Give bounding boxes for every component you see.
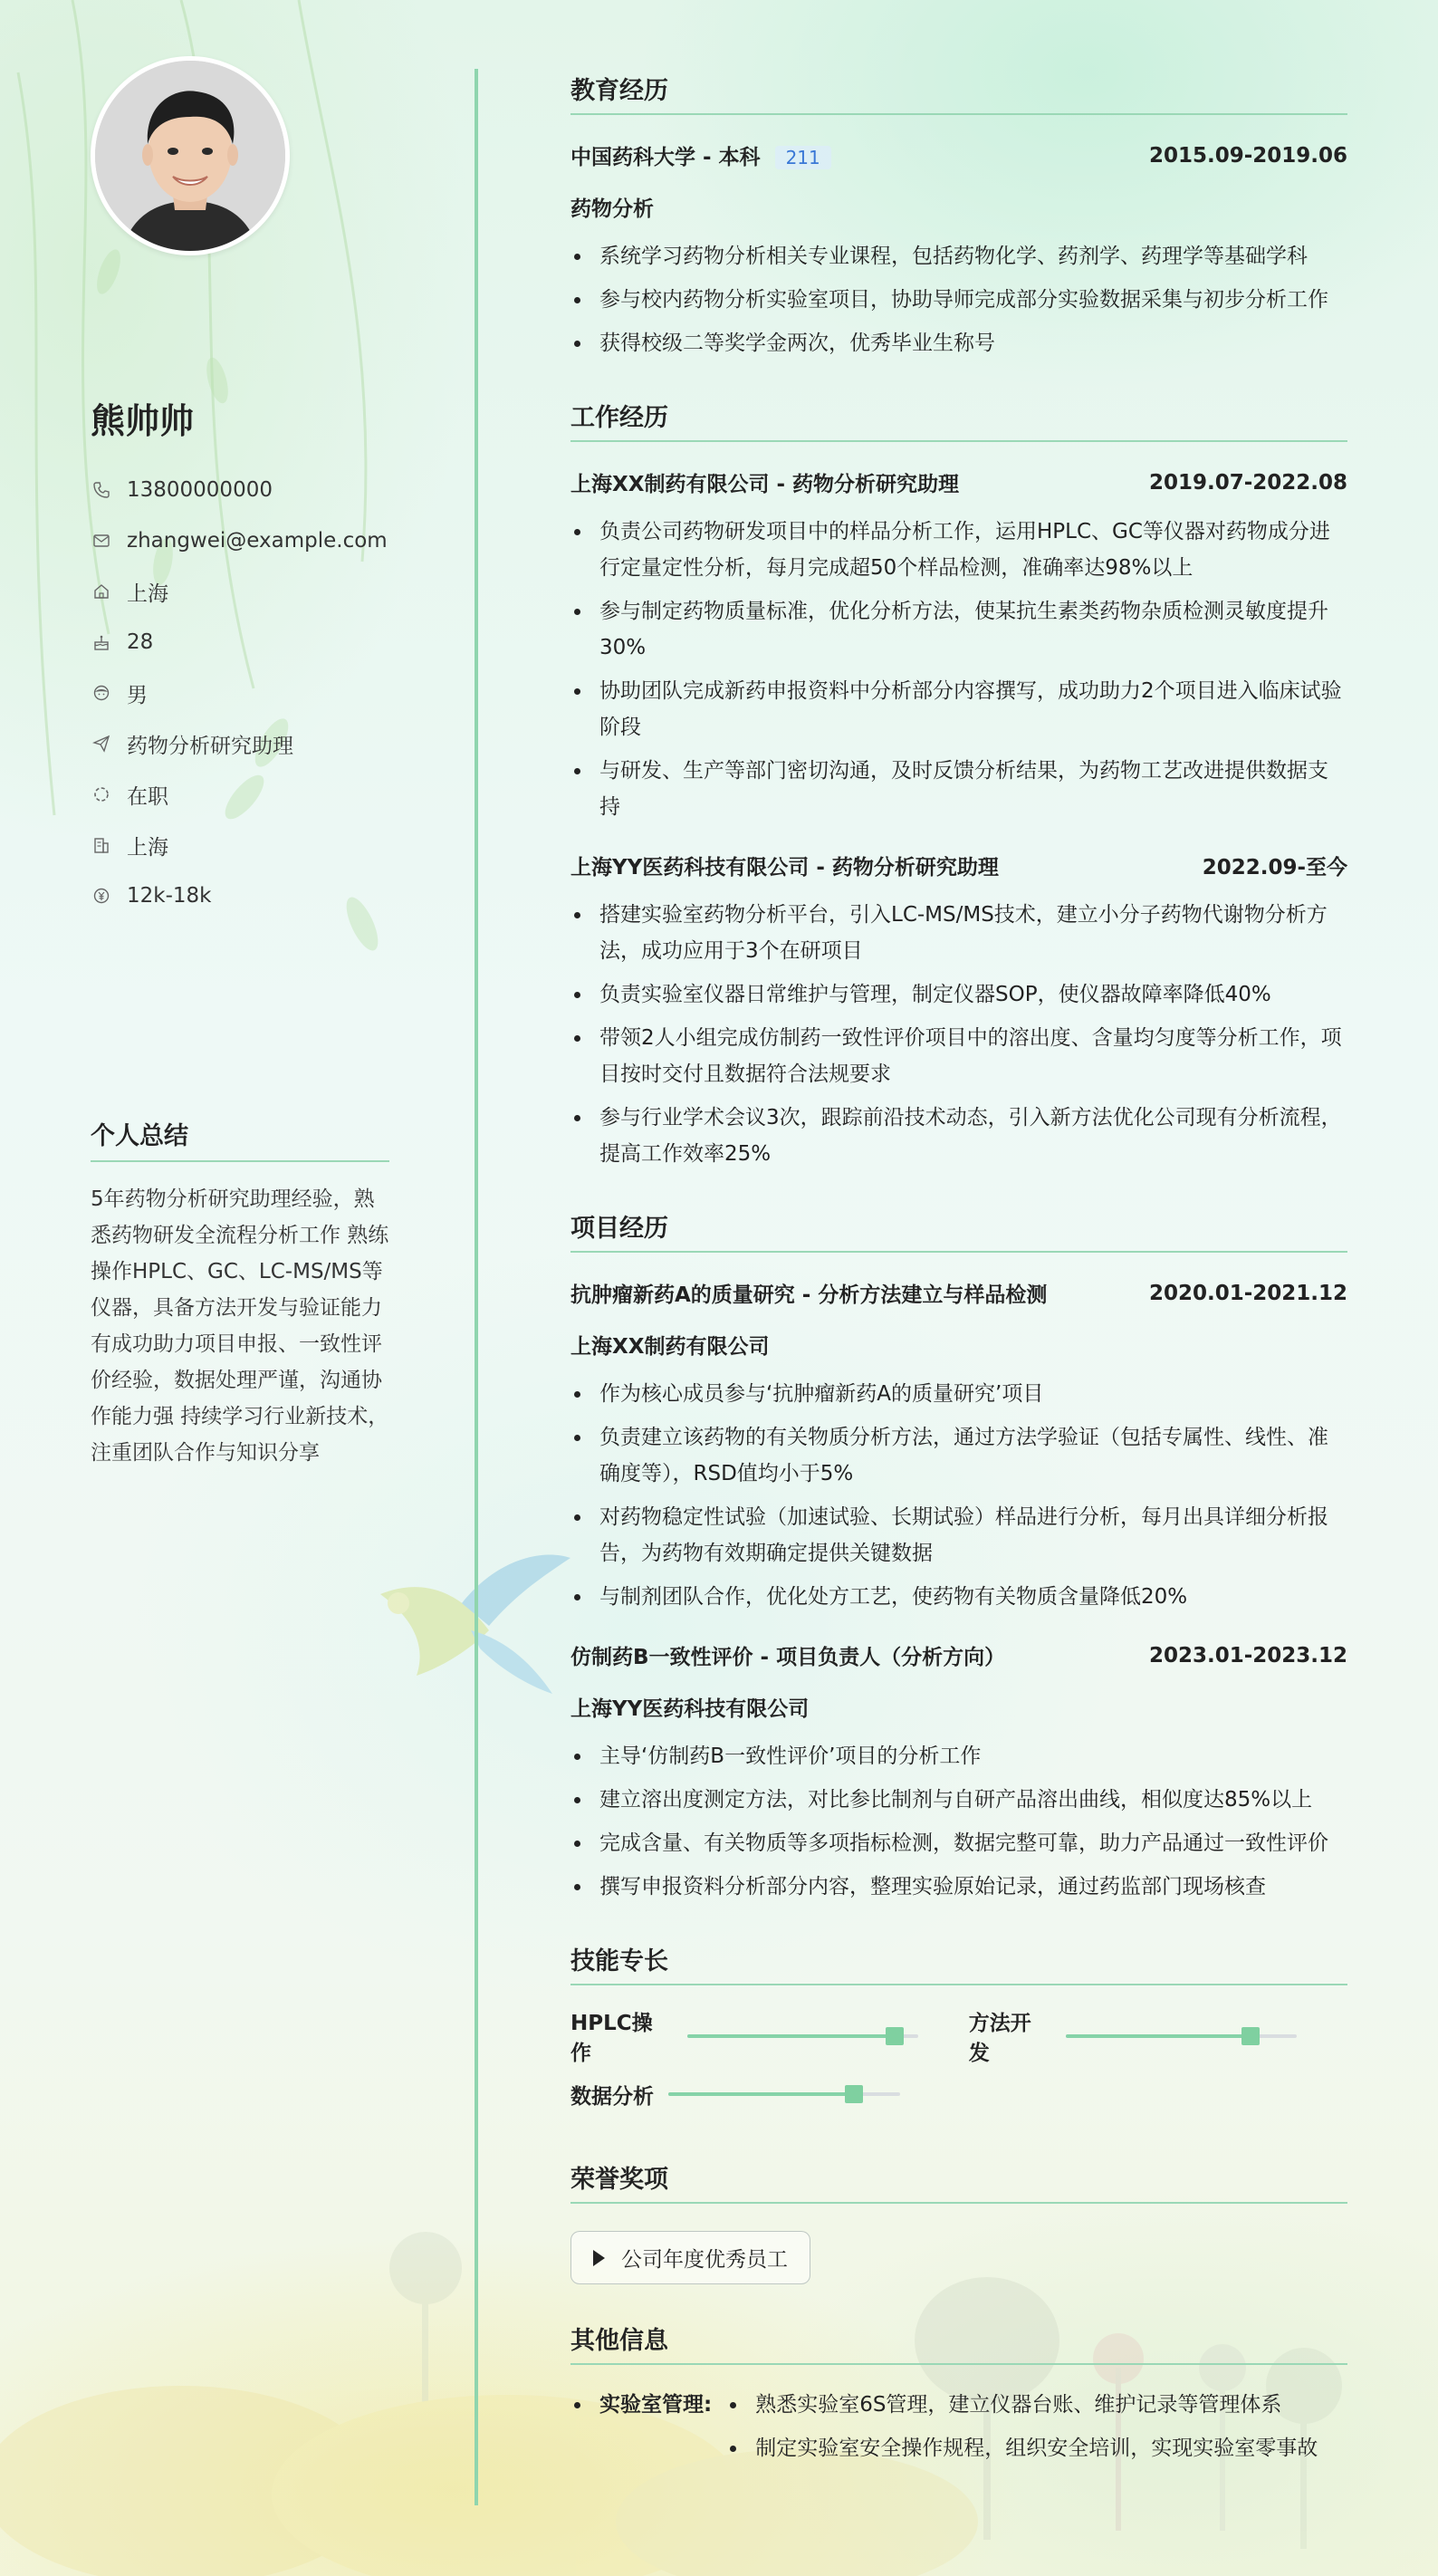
list-item: 负责实验室仪器日常维护与管理，制定仪器SOP，使仪器故障率降低40% [570,976,1347,1013]
send-icon [91,733,112,755]
skill-knob [1241,2027,1260,2045]
list-item: 建立溶出度测定方法，对比参比制剂与自研产品溶出曲线，相似度达85%以上 [570,1782,1347,1818]
info-email-text: zhangwei@example.com [127,529,388,553]
school-tag: 211 [775,146,831,169]
salary-icon [91,885,112,907]
main-column [570,71,1347,2510]
list-item: 制定实验室安全操作规程，组织安全培训，实现实验室零事故 [726,2430,1318,2466]
info-phone [91,465,389,515]
education-bullets [570,238,1347,361]
skill-bar [687,2034,918,2038]
award-item[interactable] [570,2231,810,2284]
swallow-decoration [362,1540,580,1703]
candidate-name: 熊帅帅 [91,401,195,441]
status-icon [91,783,112,805]
list-item: 撰写申报资料分析部分内容，整理实验原始记录，通过药监部门现场核查 [570,1869,1347,1905]
info-email [91,515,389,566]
education-date: 2015.09-2019.06 [1148,143,1347,168]
info-salary [91,870,389,921]
other-label: 实验室管理: [570,2387,712,2474]
job-bullets [570,897,1347,1172]
phone-icon [91,479,112,501]
project-bullets [570,1738,1347,1905]
skill-item [570,2080,900,2110]
skills-list [570,2007,1347,2123]
info-city-text: 上海 [127,835,168,860]
info-age-text: 28 [127,630,154,654]
education-major: 药物分析 [570,197,654,221]
project-company: 上海XX制药有限公司 [570,1335,770,1359]
info-status-text: 在职 [127,784,168,809]
skill-bar-fill [687,2034,895,2038]
job-date: 2019.07-2022.08 [1148,470,1347,495]
skill-bar [668,2092,900,2096]
work-title: 工作经历 [570,398,1347,442]
skill-name: HPLC操作 [570,2012,653,2065]
info-location [91,566,389,617]
skill-name: 数据分析 [570,2084,654,2109]
list-item: 与制剂团队合作，优化处方工艺，使药物有关物质含量降低20% [570,1579,1347,1615]
triangle-right-icon [593,2250,605,2266]
project-company: 上海YY医药科技有限公司 [570,1697,810,1721]
list-item: 搭建实验室药物分析平台，引入LC-MS/MS技术，建立小分子药物代谢物分析方法，成功应用于3个在研项目 [570,897,1347,969]
skill-name: 方法开发 [968,2012,1031,2065]
info-position [91,718,389,769]
info-phone-text: 13800000000 [127,478,273,502]
list-item: 负责建立该药物的有关物质分析方法，通过方法学验证（包括专属性、线性、准确度等），RSD值均小于5% [570,1419,1347,1492]
other-info [570,2387,1347,2474]
other-title: 其他信息 [570,2321,1347,2365]
info-gender-text: 男 [127,683,148,707]
honors-section [570,2159,1347,2284]
skill-knob [886,2027,904,2045]
summary-text: 5年药物分析研究助理经验，熟悉药物研发全流程分析工作 熟练操作HPLC、GC、LC-MS/MS等仪器，具备方法开发与验证能力 有成功助力项目申报、一致性评价经验，数据处理严谨，沟通协作能力强 持续学习行业新技术，注重团队合作与知识分享 [91,1187,389,1465]
education-header [570,140,1347,170]
job-date: 2022.09-至今 [1202,856,1347,879]
project-date: 2023.01-2023.12 [1148,1643,1347,1668]
education-section [570,71,1347,361]
project-bullets [570,1376,1347,1615]
education-title: 教育经历 [570,71,1347,115]
list-item: 主导‘仿制药B一致性评价’项目的分析工作 [570,1738,1347,1774]
skill-bar-fill [1066,2034,1251,2038]
list-item: 对药物稳定性试验（加速试验、长期试验）样品进行分析，每月出具详细分析报告，为药物有效期确定提供关键数据 [570,1499,1347,1572]
skill-knob [845,2085,863,2103]
skills-section [570,1941,1347,2123]
skill-item [570,2006,918,2066]
job-title: 上海XX制药有限公司 - 药物分析研究助理 [570,473,960,496]
column-divider [475,69,478,2505]
list-item: 熟悉实验室6S管理，建立仪器台账、维护记录等管理体系 [726,2387,1318,2423]
summary-title: 个人总结 [91,1116,389,1162]
list-item: 获得校级二等奖学金两次，优秀毕业生称号 [570,325,1347,361]
info-salary-text: 12k-18k [127,884,212,908]
list-item: 系统学习药物分析相关专业课程，包括药物化学、药剂学、药理学等基础学科 [570,238,1347,274]
project-header [570,1278,1347,1308]
list-item: 参与制定药物质量标准，优化分析方法，使某抗生素类药物杂质检测灵敏度提升30% [570,593,1347,666]
gender-icon [91,682,112,704]
list-item: 协助团队完成新药申报资料中分析部分内容撰写，成功助力2个项目进入临床试验阶段 [570,673,1347,745]
honors-title: 荣誉奖项 [570,2159,1347,2204]
list-item: 负责公司药物研发项目中的样品分析工作，运用HPLC、GC等仪器对药物成分进行定量定性分析，每月完成超50个样品检测，准确率达98%以上 [570,514,1347,586]
list-item: 完成含量、有关物质等多项指标检测，数据完整可靠，助力产品通过一致性评价 [570,1825,1347,1861]
job-header [570,851,1347,880]
list-item: 带领2人小组完成仿制药一致性评价项目中的溶出度、含量均匀度等分析工作，项目按时交付且数据符合法规要求 [570,1020,1347,1092]
job-header [570,467,1347,497]
list-item: 参与校内药物分析实验室项目，协助导师完成部分实验数据采集与初步分析工作 [570,282,1347,318]
list-item: 参与行业学术会议3次，跟踪前沿技术动态，引入新方法优化公司现有分析流程，提高工作效率25% [570,1100,1347,1172]
skill-bar-fill [668,2092,854,2096]
other-section [570,2321,1347,2474]
profile-column [91,56,389,921]
contact-info-list [91,465,389,921]
cake-icon [91,631,112,653]
job-bullets [570,514,1347,825]
info-status [91,769,389,820]
work-section [570,398,1347,1172]
skill-bar [1066,2034,1297,2038]
project-title: 仿制药B一致性评价 - 项目负责人（分析方向） [570,1646,1006,1669]
project-date: 2020.01-2021.12 [1148,1281,1347,1305]
skills-title: 技能专长 [570,1941,1347,1985]
project-title: 抗肿瘤新药A的质量研究 - 分析方法建立与样品检测 [570,1283,1048,1307]
other-bullets [726,2387,1318,2474]
list-item: 作为核心成员参与‘抗肿瘤新药A的质量研究’项目 [570,1376,1347,1412]
school-name: 中国药科大学 - 本科 [570,146,761,169]
home-icon [91,581,112,602]
info-age [91,617,389,668]
info-city [91,820,389,870]
building-icon [91,834,112,856]
project-header [570,1640,1347,1670]
info-position-text: 药物分析研究助理 [127,734,293,758]
skill-item [969,2006,1297,2066]
mail-icon [91,530,112,552]
award-label: 公司年度优秀员工 [621,2248,788,2272]
avatar [91,56,290,255]
info-location-text: 上海 [127,582,168,606]
list-item: 与研发、生产等部门密切沟通，及时反馈分析结果，为药物工艺改进提供数据支持 [570,753,1347,825]
info-gender [91,668,389,718]
job-title: 上海YY医药科技有限公司 - 药物分析研究助理 [570,856,999,879]
projects-section [570,1208,1347,1905]
projects-title: 项目经历 [570,1208,1347,1253]
